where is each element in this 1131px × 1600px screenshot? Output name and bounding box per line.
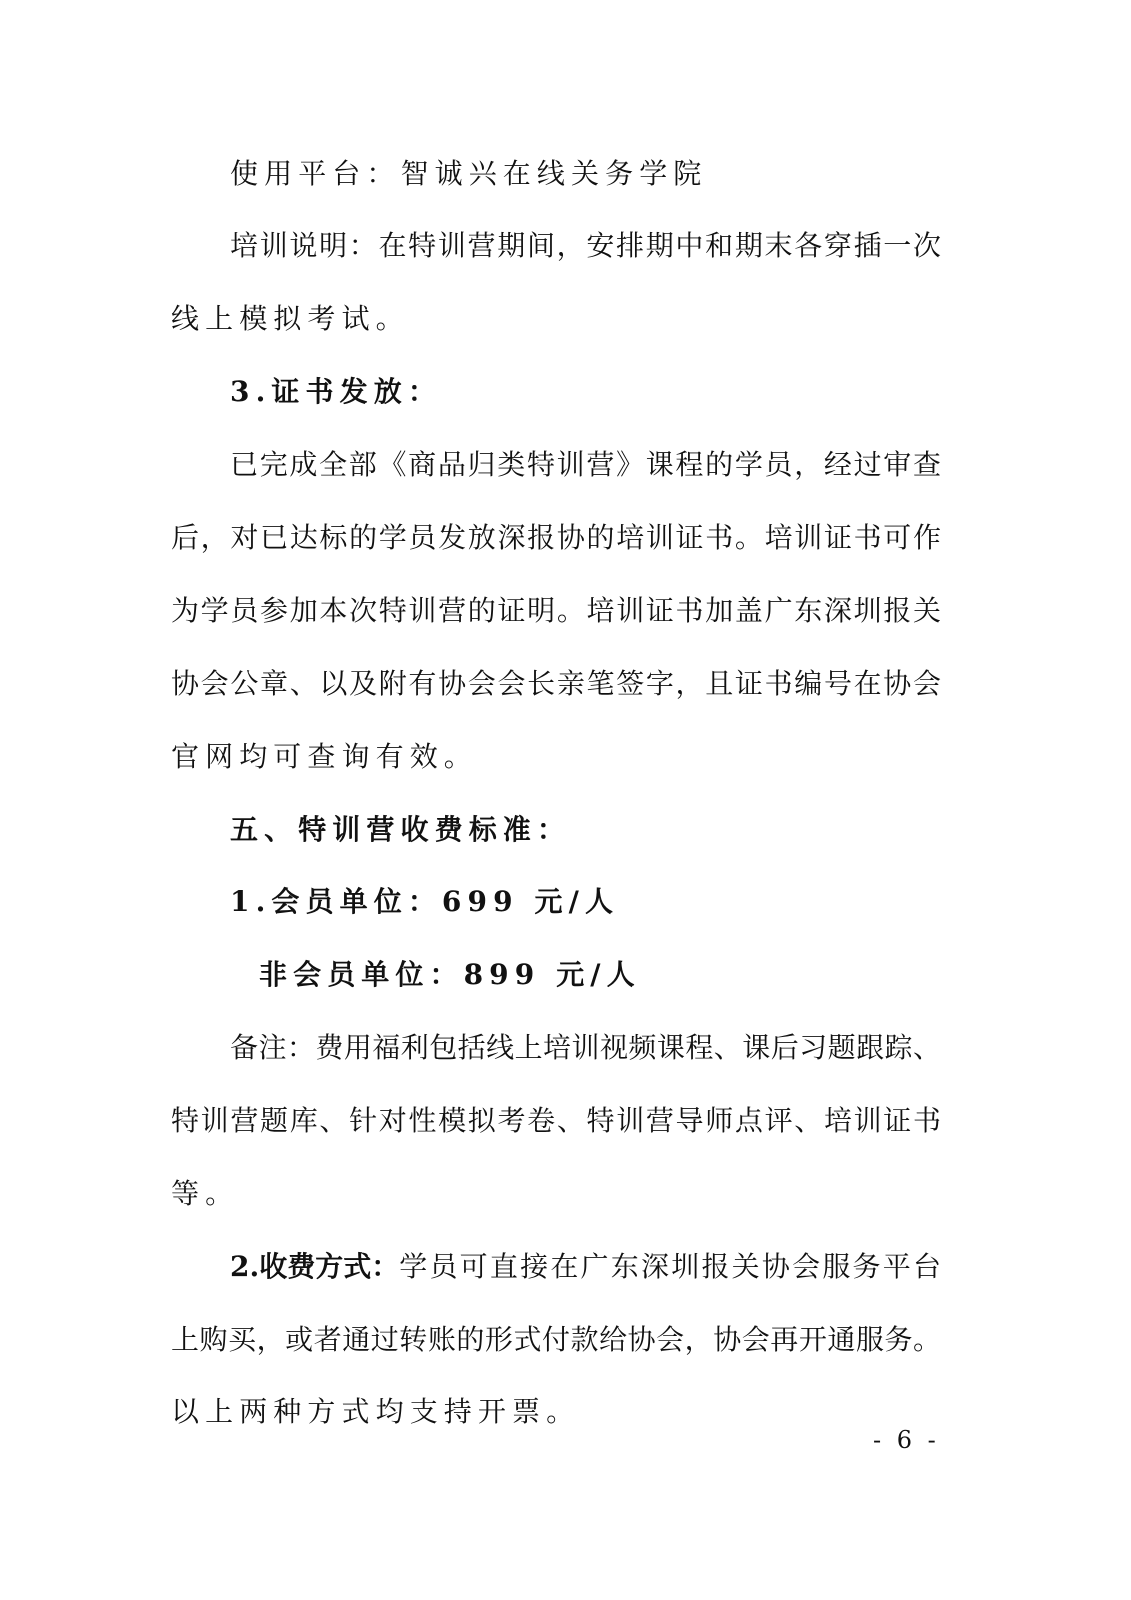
payment-method-text: 学员可直接在广东深圳报关协会服务平台: [399, 1250, 941, 1283]
payment-method-continued: 上购买，或者通过转账的形式付款给协会，协会再开通服务。: [171, 1323, 941, 1356]
payment-method-continued: 以上两种方式均支持开票。: [171, 1395, 581, 1428]
page-number: - 6 -: [873, 1426, 940, 1454]
platform-line: 使用平台：智诚兴在线关务学院: [230, 157, 708, 190]
training-note-line: 培训说明：在特训营期间，安排期中和期末各穿插一次: [230, 229, 941, 262]
member-fee-line: 1.会员单位：699 元/人: [230, 885, 620, 918]
section-heading-fees: 五、特训营收费标准：: [230, 813, 572, 846]
section-heading-certificate: 3.证书发放：: [230, 375, 442, 408]
paragraph-line: 协会公章、以及附有协会会长亲笔签字，且证书编号在协会: [171, 667, 941, 700]
non-member-fee-line: 非会员单位：899 元/人: [259, 958, 641, 991]
payment-method-line: [230, 1249, 941, 1285]
remark-line: 备注：费用福利包括线上培训视频课程、课后习题跟踪、: [230, 1031, 941, 1064]
paragraph-line: 已完成全部《商品归类特训营》课程的学员，经过审查: [230, 448, 941, 481]
training-note-continued: 线上模拟考试。: [171, 302, 410, 335]
payment-method-label: 2.收费方式：: [230, 1250, 400, 1283]
paragraph-line: 后，对已达标的学员发放深报协的培训证书。培训证书可作: [171, 521, 941, 554]
paragraph-line: 官网均可查询有效。: [171, 740, 478, 773]
paragraph-line: 为学员参加本次特训营的证明。培训证书加盖广东深圳报关: [171, 594, 941, 627]
remark-line: 等。: [171, 1177, 240, 1210]
remark-line: 特训营题库、针对性模拟考卷、特训营导师点评、培训证书: [171, 1104, 941, 1137]
